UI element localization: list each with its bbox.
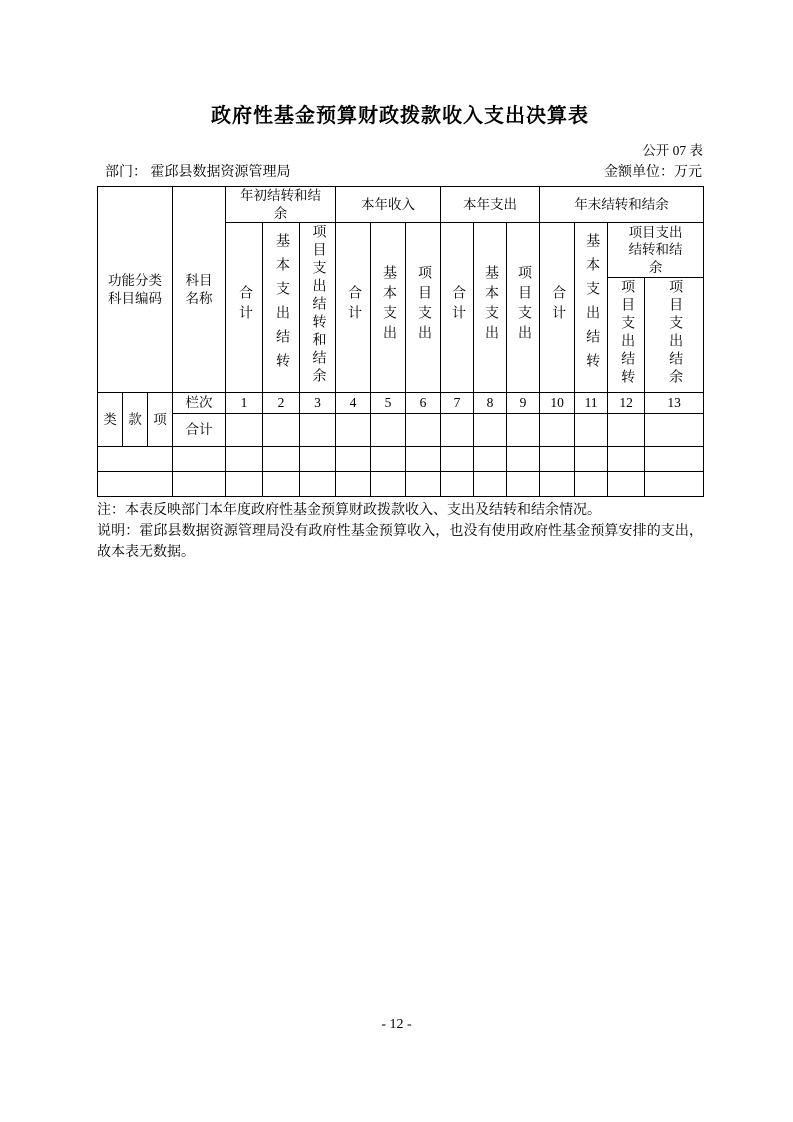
- header-col-2-basic-carryover: 基本支出结转: [263, 223, 300, 393]
- column-index: 6: [406, 393, 441, 414]
- page-number: - 12 -: [381, 1017, 412, 1032]
- header-col-4-total: 合计: [336, 223, 371, 393]
- data-cell: [645, 472, 704, 497]
- row-index-label: 栏次: [173, 393, 226, 414]
- header-code-section: 款: [123, 393, 148, 447]
- data-cell: [226, 472, 263, 497]
- column-index-row: [98, 393, 704, 414]
- data-cell: [441, 472, 474, 497]
- column-index: 4: [336, 393, 371, 414]
- column-index: 3: [300, 393, 336, 414]
- header-col-9-project-expense: 项目支出: [507, 223, 540, 393]
- header-code-class: 类: [98, 393, 123, 447]
- header-col-7-total: 合计: [441, 223, 474, 393]
- column-index: 12: [608, 393, 645, 414]
- column-index: 8: [474, 393, 507, 414]
- data-cell: [575, 447, 608, 472]
- data-cell: [371, 472, 406, 497]
- document-content: [97, 0, 703, 563]
- table-explanation: 说明：霍邱县数据资源管理局没有政府性基金预算收入，也没有使用政府性基金预算安排的支出，故本表无数据。: [97, 524, 703, 561]
- department-label: 部门： 霍邱县数据资源管理局: [105, 165, 291, 180]
- data-cell: [507, 447, 540, 472]
- data-cell: [575, 414, 608, 447]
- fund-budget-table: [97, 186, 704, 497]
- column-index: 2: [263, 393, 300, 414]
- header-col-12-project-carryover: 项目支出结转: [608, 278, 645, 393]
- header-col-3-project-carryover-balance: 项目支出结转和结余: [300, 223, 336, 393]
- empty-data-row: [98, 447, 704, 472]
- header-col-1-total: 合计: [226, 223, 263, 393]
- code-cell: [98, 447, 173, 472]
- data-cell: [540, 472, 575, 497]
- data-cell: [507, 414, 540, 447]
- column-index: 13: [645, 393, 704, 414]
- data-cell: [263, 414, 300, 447]
- data-cell: [474, 447, 507, 472]
- data-cell: [608, 447, 645, 472]
- data-cell: [406, 414, 441, 447]
- data-cell: [474, 472, 507, 497]
- data-cell: [441, 447, 474, 472]
- data-cell: [263, 447, 300, 472]
- data-cell: [263, 472, 300, 497]
- data-cell: [300, 414, 336, 447]
- header-col-10-total: 合计: [540, 223, 575, 393]
- data-cell: [300, 447, 336, 472]
- data-cell: [336, 414, 371, 447]
- header-col-8-basic-expense: 基本支出: [474, 223, 507, 393]
- header-subject-name: 科目名称: [173, 187, 226, 393]
- data-cell: [336, 447, 371, 472]
- column-index: 5: [371, 393, 406, 414]
- data-cell: [608, 414, 645, 447]
- code-cell: [98, 472, 173, 497]
- data-cell: [507, 472, 540, 497]
- unit-label: 金额单位：万元: [604, 165, 702, 180]
- data-cell: [300, 472, 336, 497]
- data-cell: [540, 414, 575, 447]
- data-cell: [226, 447, 263, 472]
- column-index: 11: [575, 393, 608, 414]
- header-subgroup-project-carryover-balance: 项目支出结转和结余: [608, 223, 704, 278]
- data-cell: [608, 472, 645, 497]
- table-notes: [97, 500, 703, 563]
- data-cell: [371, 447, 406, 472]
- total-row: [98, 414, 704, 447]
- header-group-year-expense: 本年支出: [441, 187, 540, 223]
- column-index: 10: [540, 393, 575, 414]
- header-group-end-balance: 年末结转和结余: [540, 187, 704, 223]
- data-cell: [645, 414, 704, 447]
- column-index: 1: [226, 393, 263, 414]
- header-functional-code: 功能分类科目编码: [98, 187, 173, 393]
- header-col-6-project-expense: 项目支出: [406, 223, 441, 393]
- header-group-begin-balance: 年初结转和结余: [226, 187, 336, 223]
- data-cell: [441, 414, 474, 447]
- column-index: 7: [441, 393, 474, 414]
- data-cell: [371, 414, 406, 447]
- data-cell: [540, 447, 575, 472]
- data-cell: [336, 472, 371, 497]
- data-cell: [406, 447, 441, 472]
- header-group-year-income: 本年收入: [336, 187, 441, 223]
- header-col-5-basic-expense: 基本支出: [371, 223, 406, 393]
- data-cell: [226, 414, 263, 447]
- subject-name-cell: [173, 472, 226, 497]
- form-code-label: 公开 07 表: [642, 143, 703, 158]
- table-note: 注：本表反映部门本年度政府性基金预算财政拨款收入、支出及结转和结余情况。: [97, 503, 601, 519]
- data-cell: [645, 447, 704, 472]
- header-col-13-project-balance: 项目支出结余: [645, 278, 704, 393]
- header-col-11-basic-carryover: 基本支出结转: [575, 223, 608, 393]
- page-title: 政府性基金预算财政拨款收入支出决算表: [211, 105, 589, 127]
- header-code-item: 项: [148, 393, 173, 447]
- table-meta-row: [97, 164, 703, 182]
- header-group-row: [98, 187, 704, 223]
- subject-name-cell: [173, 447, 226, 472]
- data-cell: [406, 472, 441, 497]
- data-cell: [575, 472, 608, 497]
- row-total-label: 合计: [173, 414, 226, 447]
- empty-data-row: [98, 472, 704, 497]
- data-cell: [474, 414, 507, 447]
- column-index: 9: [507, 393, 540, 414]
